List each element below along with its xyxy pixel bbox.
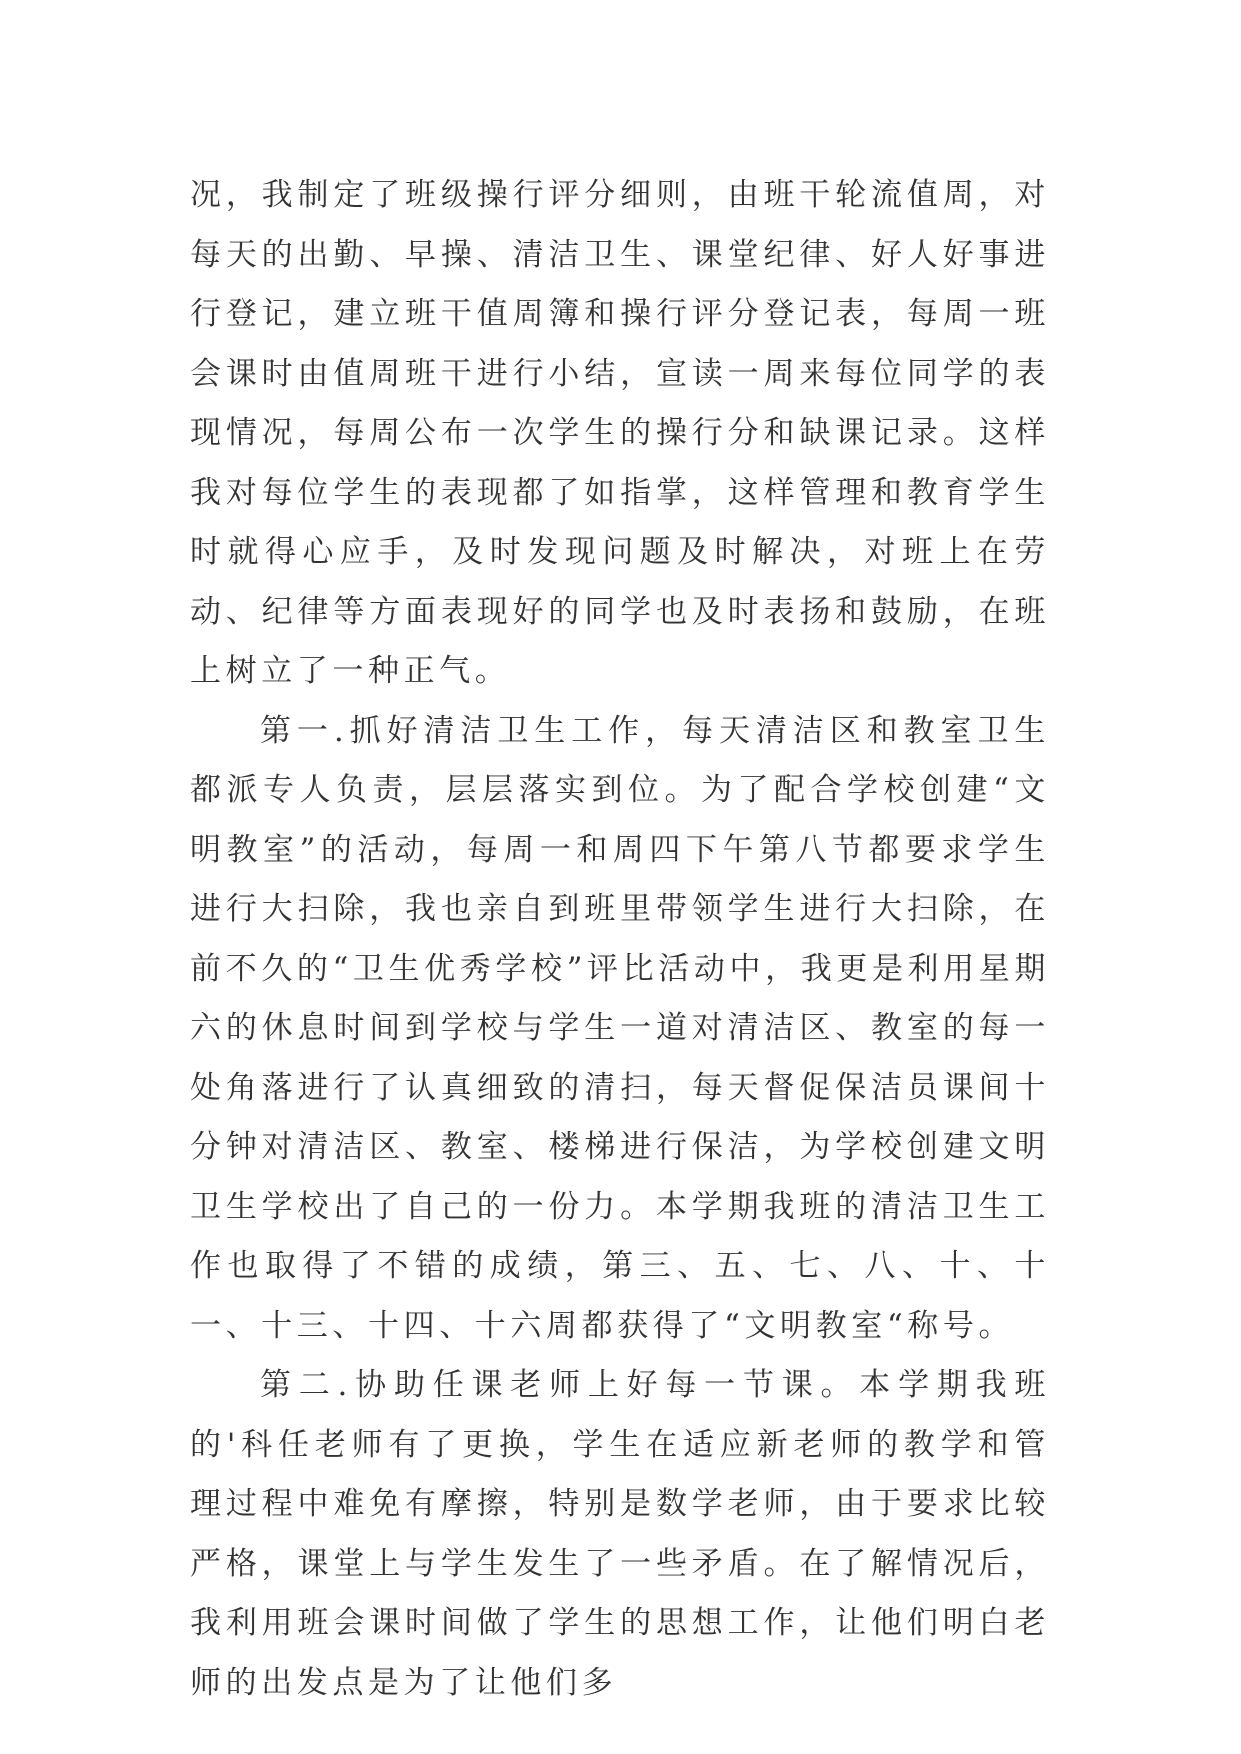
paragraph-assist-teachers: 第二.协助任课老师上好每一节课。本学期我班的'科任老师有了更换，学生在适应新老师的教学和管理过程中难免有摩擦，特别是数学老师，由于要求比较严格，课堂上与学生发生了一些矛盾。在了解情况后，我利用班会课时间做了学生的思想工作，让他们明白老师的出发点是为了让他们多 [190,1367,1050,1701]
paragraph-cleaning-work: 第一.抓好清洁卫生工作，每天清洁区和教室卫生都派专人负责，层层落实到位。为了配合学校创建“文明教室”的活动，每周一和周四下午第八节都要求学生进行大扫除，我也亲自到班里带领学生进行大扫除，在前不久的“卫生优秀学校”评比活动中，我更是利用星期六的休息时间到学校与学生一道对清洁区、教室的每一处角落进行了认真细致的清扫，每天督促保洁员课间十分钟对清洁区、教室、楼梯进行保洁，为学校创建文明卫生学校出了自己的一份力。本学期我班的清洁卫生工作也取得了不错的成绩，第三、五、七、八、十、十一、十三、十四、十六周都获得了“文明教室“称号。 [190,712,1050,1344]
paragraph-class-rules: 况，我制定了班级操行评分细则，由班干轮流值周，对每天的出勤、早操、清洁卫生、课堂纪律、好人好事进行登记，建立班干值周簿和操行评分登记表，每周一班会课时由值周班干进行小结，宣读一周来每位同学的表现情况，每周公布一次学生的操行分和缺课记录。这样我对每位学生的表现都了如指掌，这样管理和教育学生时就得心应手，及时发现问题及时解决，对班上在劳动、纪律等方面表现好的同学也及时表扬和鼓励，在班上树立了一种正气。 [190,177,1050,689]
document-body [190,166,1050,1713]
